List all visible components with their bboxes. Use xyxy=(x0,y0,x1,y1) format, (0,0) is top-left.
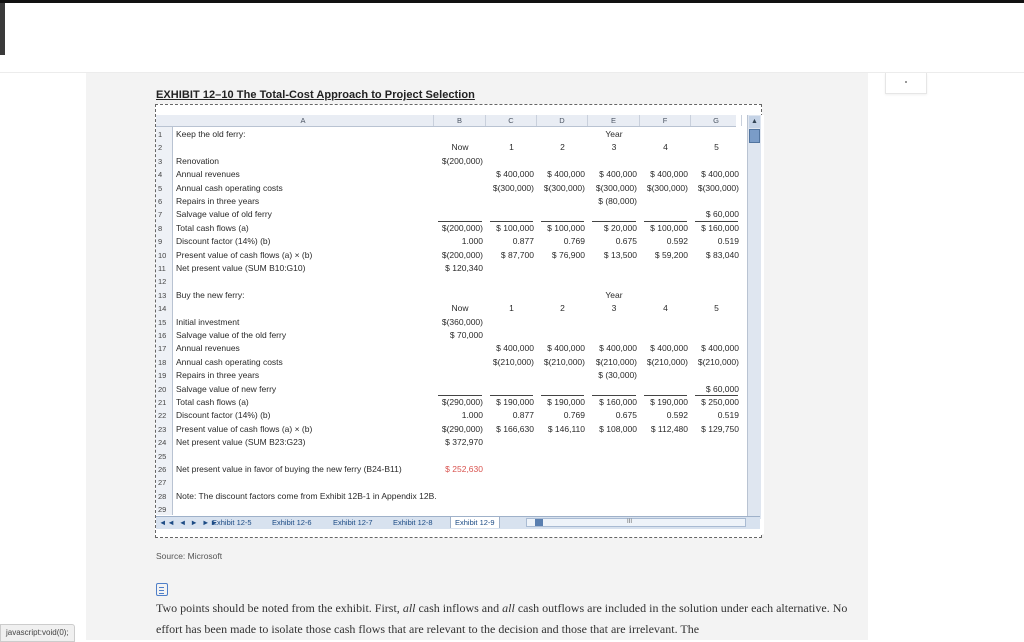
row-number[interactable]: 18 xyxy=(158,357,167,367)
menu-button[interactable] xyxy=(885,73,927,94)
total-rule xyxy=(438,395,482,396)
cell-e18[interactable]: $(210,000) xyxy=(595,356,637,367)
cell-f21[interactable]: $ 190,000 xyxy=(650,397,688,407)
cell-a11[interactable]: Net present value (SUM B10:G10) xyxy=(176,263,306,273)
column-header-f[interactable]: F xyxy=(640,115,691,126)
cell-b21[interactable]: $(290,000) xyxy=(441,397,483,407)
cell-b11[interactable]: $ 120,340 xyxy=(445,263,483,273)
sheet-tab-bar xyxy=(156,516,760,529)
row-number[interactable]: 3 xyxy=(158,156,163,166)
cell-g14[interactable]: 5 xyxy=(714,303,719,314)
cell-b15[interactable]: $(360,000) xyxy=(441,316,483,327)
cell-a17[interactable]: Annual revenues xyxy=(176,343,240,354)
horizontal-scrollbar[interactable] xyxy=(526,518,746,527)
cell-c4[interactable]: $ 400,000 xyxy=(496,169,534,180)
cell-e19[interactable]: $ (30,000) xyxy=(598,370,637,381)
row-number[interactable]: 27 xyxy=(158,478,167,488)
cell-b2[interactable]: Now xyxy=(451,142,469,153)
total-rule xyxy=(541,395,584,396)
cell-c8[interactable]: $ 100,000 xyxy=(496,222,534,233)
row-number[interactable]: 1 xyxy=(158,130,163,139)
cell-a24[interactable]: Net present value (SUM B23:G23) xyxy=(176,437,306,448)
row-number[interactable]: 22 xyxy=(158,411,167,421)
dot-icon xyxy=(905,81,907,83)
row-number[interactable]: 12 xyxy=(158,277,167,287)
cell-b9[interactable]: 1.000 xyxy=(461,236,483,247)
cell-e9[interactable]: 0.675 xyxy=(615,236,637,247)
cell-g7[interactable]: $ 60,000 xyxy=(705,209,739,220)
cell-c18[interactable]: $(210,000) xyxy=(492,356,534,367)
cell-e5[interactable]: $(300,000) xyxy=(595,182,637,193)
cell-f5[interactable]: $(300,000) xyxy=(646,182,688,193)
row-number[interactable]: 17 xyxy=(158,344,167,354)
row-number[interactable]: 28 xyxy=(158,491,167,501)
scroll-up-icon[interactable]: ▲ xyxy=(749,116,760,128)
total-rule xyxy=(541,221,584,222)
row-number[interactable]: 19 xyxy=(158,371,167,381)
column-header-g[interactable]: G xyxy=(691,115,742,126)
cell-b26[interactable]: $ 252,630 xyxy=(445,464,483,474)
cell-a22[interactable]: Discount factor (14%) (b) xyxy=(176,410,271,421)
body-paragraph: Two points should be noted from the exhibit. First, all cash inflows and all cash outflows are included in the solution under each alternative. No effort has been made to isolate those cash flows that are relevant to the decision and those that are irrelevant. The xyxy=(156,601,848,636)
cell-c5[interactable]: $(300,000) xyxy=(492,182,534,193)
cell-a21[interactable]: Total cash flows (a) xyxy=(176,397,249,407)
cell-a15[interactable]: Initial investment xyxy=(176,316,240,327)
sheet-tab-9[interactable]: Exhibit 12-9 xyxy=(450,517,500,528)
cell-d18[interactable]: $(210,000) xyxy=(543,356,585,367)
cell-e10[interactable]: $ 13,500 xyxy=(603,249,637,260)
cell-g10[interactable]: $ 83,040 xyxy=(705,249,739,260)
cell-g8[interactable]: $ 160,000 xyxy=(701,222,739,233)
cell-e8[interactable]: $ 20,000 xyxy=(603,222,637,233)
row-number[interactable]: 29 xyxy=(158,505,167,515)
cell-g9[interactable]: 0.519 xyxy=(717,236,739,247)
row-number[interactable]: 20 xyxy=(158,384,167,394)
cell-a19[interactable]: Repairs in three years xyxy=(176,370,260,381)
row-number[interactable]: 8 xyxy=(158,223,163,233)
total-rule xyxy=(592,221,636,222)
row-number[interactable]: 21 xyxy=(158,398,167,407)
cell-f10[interactable]: $ 59,200 xyxy=(654,249,688,260)
cell-g20[interactable]: $ 60,000 xyxy=(705,383,739,394)
cell-d17[interactable]: $ 400,000 xyxy=(547,343,585,354)
exhibit-title: EXHIBIT 12–10 The Total-Cost Approach to Project Selection xyxy=(156,89,475,101)
sheet-tab-5[interactable]: Exhibit 12-5 xyxy=(212,518,252,527)
cell-a7[interactable]: Salvage value of old ferry xyxy=(176,209,272,220)
cell-b16[interactable]: $ 70,000 xyxy=(449,330,483,340)
sheet-tab-6[interactable]: Exhibit 12-6 xyxy=(272,518,312,527)
cell-e6[interactable]: $ (80,000) xyxy=(598,196,637,206)
cell-e13[interactable]: Year xyxy=(605,289,623,300)
column-header-row xyxy=(156,115,736,127)
cell-g5[interactable]: $(300,000) xyxy=(697,182,739,193)
cell-a8[interactable]: Total cash flows (a) xyxy=(176,222,249,233)
note-icon[interactable] xyxy=(156,583,168,596)
cell-a4[interactable]: Annual revenues xyxy=(176,169,240,180)
cell-a26[interactable]: Net present value in favor of buying the new ferry (B24-B11) xyxy=(176,464,402,474)
cell-b22[interactable]: 1.000 xyxy=(461,410,483,421)
cell-a13[interactable]: Buy the new ferry: xyxy=(176,289,245,300)
sheet-tab-7[interactable]: Exhibit 12-7 xyxy=(333,518,373,527)
row-number[interactable]: 10 xyxy=(158,250,167,260)
cell-g21[interactable]: $ 250,000 xyxy=(701,397,739,407)
row-number[interactable]: 15 xyxy=(158,317,167,327)
sheet-tab-8[interactable]: Exhibit 12-8 xyxy=(393,518,433,527)
cell-d9[interactable]: 0.769 xyxy=(563,236,585,247)
cell-d2[interactable]: 2 xyxy=(560,142,565,153)
column-header-e[interactable]: E xyxy=(588,115,640,126)
cell-b24[interactable]: $ 372,970 xyxy=(445,437,483,448)
cell-c17[interactable]: $ 400,000 xyxy=(496,343,534,354)
cell-g4[interactable]: $ 400,000 xyxy=(701,169,739,180)
scroll-thumb[interactable] xyxy=(749,129,760,143)
row-number[interactable]: 25 xyxy=(158,451,167,461)
cell-f4[interactable]: $ 400,000 xyxy=(650,169,688,180)
cell-f22[interactable]: 0.592 xyxy=(666,410,688,421)
cell-c10[interactable]: $ 87,700 xyxy=(500,249,534,260)
total-rule xyxy=(644,395,687,396)
cell-f23[interactable]: $ 112,480 xyxy=(650,423,688,434)
cell-g2[interactable]: 5 xyxy=(714,142,719,153)
row-number[interactable]: 11 xyxy=(158,264,166,273)
cell-d5[interactable]: $(300,000) xyxy=(543,182,585,193)
hscroll-grip-icon: III xyxy=(627,519,633,525)
cell-b3[interactable]: $(200,000) xyxy=(441,155,483,166)
cell-e23[interactable]: $ 108,000 xyxy=(599,423,637,434)
cell-g17[interactable]: $ 400,000 xyxy=(701,343,739,354)
cell-a9[interactable]: Discount factor (14%) (b) xyxy=(176,236,271,247)
cell-c14[interactable]: 1 xyxy=(509,303,514,314)
row-number[interactable]: 13 xyxy=(158,290,167,300)
cell-e14[interactable]: 3 xyxy=(611,303,617,314)
total-rule xyxy=(644,221,687,222)
cell-f9[interactable]: 0.592 xyxy=(666,236,688,247)
row-number[interactable]: 16 xyxy=(158,331,167,340)
total-rule xyxy=(695,221,738,222)
total-rule xyxy=(438,221,482,222)
cell-a5[interactable]: Annual cash operating costs xyxy=(176,182,283,193)
row-number[interactable]: 4 xyxy=(158,170,163,180)
row-header-column xyxy=(156,127,173,515)
cell-f8[interactable]: $ 100,000 xyxy=(650,222,688,233)
cell-e2[interactable]: 3 xyxy=(611,142,617,153)
cell-f18[interactable]: $(210,000) xyxy=(646,356,688,367)
cell-d10[interactable]: $ 76,900 xyxy=(551,249,585,260)
cell-d22[interactable]: 0.769 xyxy=(563,410,585,421)
spreadsheet xyxy=(156,115,764,534)
cell-e4[interactable]: $ 400,000 xyxy=(599,169,637,180)
total-rule xyxy=(490,221,533,222)
left-strip xyxy=(0,3,5,55)
column-header-d[interactable]: D xyxy=(537,115,588,126)
cell-d8[interactable]: $ 100,000 xyxy=(547,222,585,233)
cell-a28[interactable]: Note: The discount factors come from Exhibit 12B-1 in Appendix 12B. xyxy=(176,490,437,501)
cell-a1[interactable]: Keep the old ferry: xyxy=(176,129,246,139)
cell-e21[interactable]: $ 160,000 xyxy=(599,397,637,407)
cell-g23[interactable]: $ 129,750 xyxy=(701,423,739,434)
cell-c9[interactable]: 0.877 xyxy=(512,236,534,247)
cell-c2[interactable]: 1 xyxy=(509,142,514,153)
row-number[interactable]: 14 xyxy=(158,304,167,314)
status-bar-url: javascript:void(0); xyxy=(0,624,75,642)
cell-g22[interactable]: 0.519 xyxy=(717,410,739,421)
cell-b10[interactable]: $(200,000) xyxy=(441,249,483,260)
cell-g18[interactable]: $(210,000) xyxy=(697,356,739,367)
column-header-a[interactable]: A xyxy=(173,115,434,126)
cell-c21[interactable]: $ 190,000 xyxy=(496,397,534,407)
cell-e22[interactable]: 0.675 xyxy=(615,410,637,421)
cell-a3[interactable]: Renovation xyxy=(176,155,220,166)
cell-a16[interactable]: Salvage value of the old ferry xyxy=(176,330,287,340)
total-rule xyxy=(490,395,533,396)
cell-d14[interactable]: 2 xyxy=(560,303,565,314)
cell-f2[interactable]: 4 xyxy=(663,142,668,153)
cell-a18[interactable]: Annual cash operating costs xyxy=(176,356,283,367)
column-header-b[interactable]: B xyxy=(434,115,486,126)
vertical-scrollbar[interactable] xyxy=(747,115,761,519)
cell-d21[interactable]: $ 190,000 xyxy=(547,397,585,407)
row-number[interactable]: 5 xyxy=(158,183,163,193)
row-number[interactable]: 26 xyxy=(158,465,167,474)
cell-a6[interactable]: Repairs in three years xyxy=(176,196,260,206)
cell-a20[interactable]: Salvage value of new ferry xyxy=(176,383,277,394)
cell-c23[interactable]: $ 166,630 xyxy=(496,423,534,434)
cell-f14[interactable]: 4 xyxy=(663,303,668,314)
row-number[interactable]: 9 xyxy=(158,237,163,247)
cell-a23[interactable]: Present value of cash flows (a) × (b) xyxy=(176,423,313,434)
sheet-nav-arrows[interactable]: ◄◄ ◄ ► ►► xyxy=(159,518,219,527)
top-bar xyxy=(0,0,1024,3)
column-header-c[interactable]: C xyxy=(486,115,537,126)
cell-d23[interactable]: $ 146,110 xyxy=(547,423,585,434)
row-number[interactable]: 23 xyxy=(158,424,167,434)
row-number[interactable]: 6 xyxy=(158,197,163,206)
cell-e1[interactable]: Year xyxy=(605,129,623,139)
total-rule xyxy=(695,395,738,396)
cell-e17[interactable]: $ 400,000 xyxy=(599,343,637,354)
row-number[interactable]: 7 xyxy=(158,210,163,220)
source-caption: Source: Microsoft xyxy=(156,551,223,561)
cell-d4[interactable]: $ 400,000 xyxy=(547,169,585,180)
row-number[interactable]: 24 xyxy=(158,438,167,448)
cell-b14[interactable]: Now xyxy=(451,303,469,314)
cell-c22[interactable]: 0.877 xyxy=(512,410,534,421)
hscroll-thumb[interactable] xyxy=(535,519,543,526)
cell-b23[interactable]: $(290,000) xyxy=(441,423,483,434)
total-rule xyxy=(592,395,636,396)
row-number[interactable]: 2 xyxy=(158,143,163,153)
cell-f17[interactable]: $ 400,000 xyxy=(650,343,688,354)
cell-a10[interactable]: Present value of cash flows (a) × (b) xyxy=(176,249,313,260)
cell-b8[interactable]: $(200,000) xyxy=(441,222,483,233)
